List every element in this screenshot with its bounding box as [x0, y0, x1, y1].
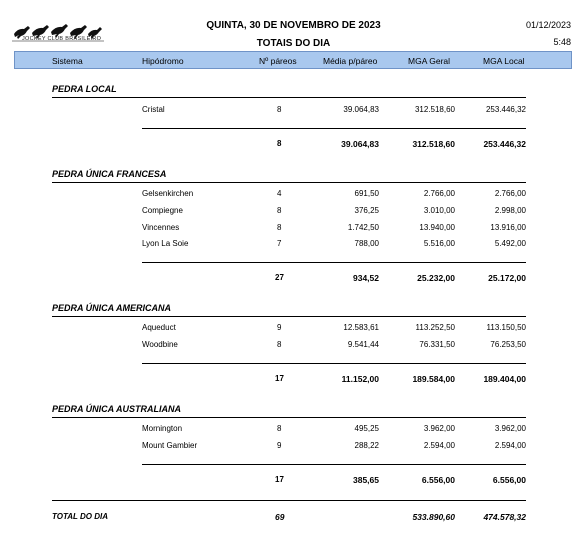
mga-geral-cell: 13.940,00: [419, 223, 455, 232]
mga-local-cell: 2.998,00: [494, 206, 526, 215]
grand-total-divider: [52, 500, 526, 501]
media-cell: 288,22: [354, 441, 379, 450]
col-header-media: Média p/páreo: [323, 56, 378, 66]
subtotal-divider: [142, 363, 526, 364]
hipodromo-cell: Vincennes: [142, 223, 180, 232]
hipodromo-cell: Mornington: [142, 424, 183, 433]
mga-geral-cell: 3.010,00: [423, 206, 455, 215]
media-cell: 495,25: [354, 424, 379, 433]
subtotal-divider: [142, 262, 526, 263]
col-header-hipodromo: Hipódromo: [142, 56, 184, 66]
subtotal-divider: [142, 128, 526, 129]
subtotal-mga-local: 6.556,00: [492, 475, 526, 485]
hipodromo-cell: Aqueduct: [142, 323, 176, 332]
subtotal-pareos: 17: [275, 374, 284, 383]
section-divider: [52, 97, 526, 98]
subtotal-mga-local: 189.404,00: [483, 374, 526, 384]
col-header-sistema: Sistema: [52, 56, 83, 66]
subtotal-mga-geral: 312.518,60: [412, 139, 455, 149]
hipodromo-cell: Woodbine: [142, 340, 178, 349]
col-header-mga-local: MGA Local: [483, 56, 525, 66]
media-cell: 788,00: [354, 239, 379, 248]
pareos-cell: 8: [277, 340, 282, 349]
pareos-cell: 7: [277, 239, 282, 248]
mga-local-cell: 2.766,00: [494, 189, 526, 198]
mga-local-cell: 2.594,00: [494, 441, 526, 450]
subtotal-mga-local: 25.172,00: [488, 273, 526, 283]
hipodromo-cell: Cristal: [142, 105, 165, 114]
mga-geral-cell: 2.766,00: [423, 189, 455, 198]
report-date: 01/12/2023: [525, 20, 571, 30]
hipodromo-cell: Lyon La Soie: [142, 239, 189, 248]
media-cell: 9.541,44: [347, 340, 379, 349]
pareos-cell: 9: [277, 441, 282, 450]
report-date-title: QUINTA, 30 DE NOVEMBRO DE 2023: [206, 20, 381, 31]
col-header-pareos: Nº páreos: [259, 56, 297, 66]
grand-total-mga-local: 474.578,32: [483, 512, 526, 522]
subtotal-mga-geral: 25.232,00: [417, 273, 455, 283]
report-time: 5:48: [553, 37, 571, 47]
subtotal-mga-geral: 189.584,00: [412, 374, 455, 384]
media-cell: 691,50: [354, 189, 379, 198]
media-cell: 39.064,83: [343, 105, 379, 114]
mga-local-cell: 253.446,32: [485, 105, 526, 114]
grand-total-mga-geral: 533.890,60: [412, 512, 455, 522]
section-title: PEDRA LOCAL: [52, 84, 117, 94]
pareos-cell: 8: [277, 424, 282, 433]
media-cell: 12.583,61: [343, 323, 379, 332]
media-cell: 376,25: [354, 206, 379, 215]
mga-local-cell: 5.492,00: [494, 239, 526, 248]
hipodromo-cell: Gelsenkirchen: [142, 189, 194, 198]
hipodromo-cell: Mount Gambier: [142, 441, 198, 450]
report-subtitle: TOTAIS DO DIA: [256, 38, 331, 49]
mga-geral-cell: 3.962,00: [423, 424, 455, 433]
section-divider: [52, 316, 526, 317]
section-divider: [52, 417, 526, 418]
mga-geral-cell: 312.518,60: [414, 105, 455, 114]
pareos-cell: 9: [277, 323, 282, 332]
logo-text: JOCKEY CLUB BRASILEIRO: [22, 36, 102, 42]
subtotal-media: 385,65: [353, 475, 379, 485]
mga-geral-cell: 76.331,50: [419, 340, 455, 349]
grand-total-pareos: 69: [275, 512, 285, 522]
col-header-mga-geral: MGA Geral: [408, 56, 451, 66]
subtotal-mga-local: 253.446,32: [483, 139, 526, 149]
subtotal-media: 39.064,83: [341, 139, 379, 149]
subtotal-pareos: 17: [275, 475, 284, 484]
pareos-cell: 8: [277, 206, 282, 215]
subtotal-pareos: 8: [277, 139, 282, 148]
section-title: PEDRA ÚNICA AMERICANA: [52, 303, 171, 313]
mga-local-cell: 76.253,50: [490, 340, 526, 349]
section-title: PEDRA ÚNICA FRANCESA: [52, 169, 167, 179]
pareos-cell: 8: [277, 105, 282, 114]
hipodromo-cell: Compiegne: [142, 206, 183, 215]
mga-local-cell: 3.962,00: [494, 424, 526, 433]
mga-local-cell: 113.150,50: [486, 323, 526, 332]
mga-geral-cell: 113.252,50: [415, 323, 455, 332]
grand-total-label: TOTAL DO DIA: [52, 512, 108, 521]
section-divider: [52, 182, 526, 183]
pareos-cell: 4: [277, 189, 282, 198]
media-cell: 1.742,50: [347, 223, 379, 232]
section-title: PEDRA ÚNICA AUSTRALIANA: [52, 404, 181, 414]
subtotal-media: 11.152,00: [341, 374, 379, 384]
subtotal-mga-geral: 6.556,00: [421, 475, 455, 485]
mga-local-cell: 13.916,00: [490, 223, 526, 232]
mga-geral-cell: 5.516,00: [423, 239, 455, 248]
subtotal-pareos: 27: [275, 273, 284, 282]
subtotal-media: 934,52: [353, 273, 379, 283]
mga-geral-cell: 2.594,00: [423, 441, 455, 450]
pareos-cell: 8: [277, 223, 282, 232]
subtotal-divider: [142, 464, 526, 465]
